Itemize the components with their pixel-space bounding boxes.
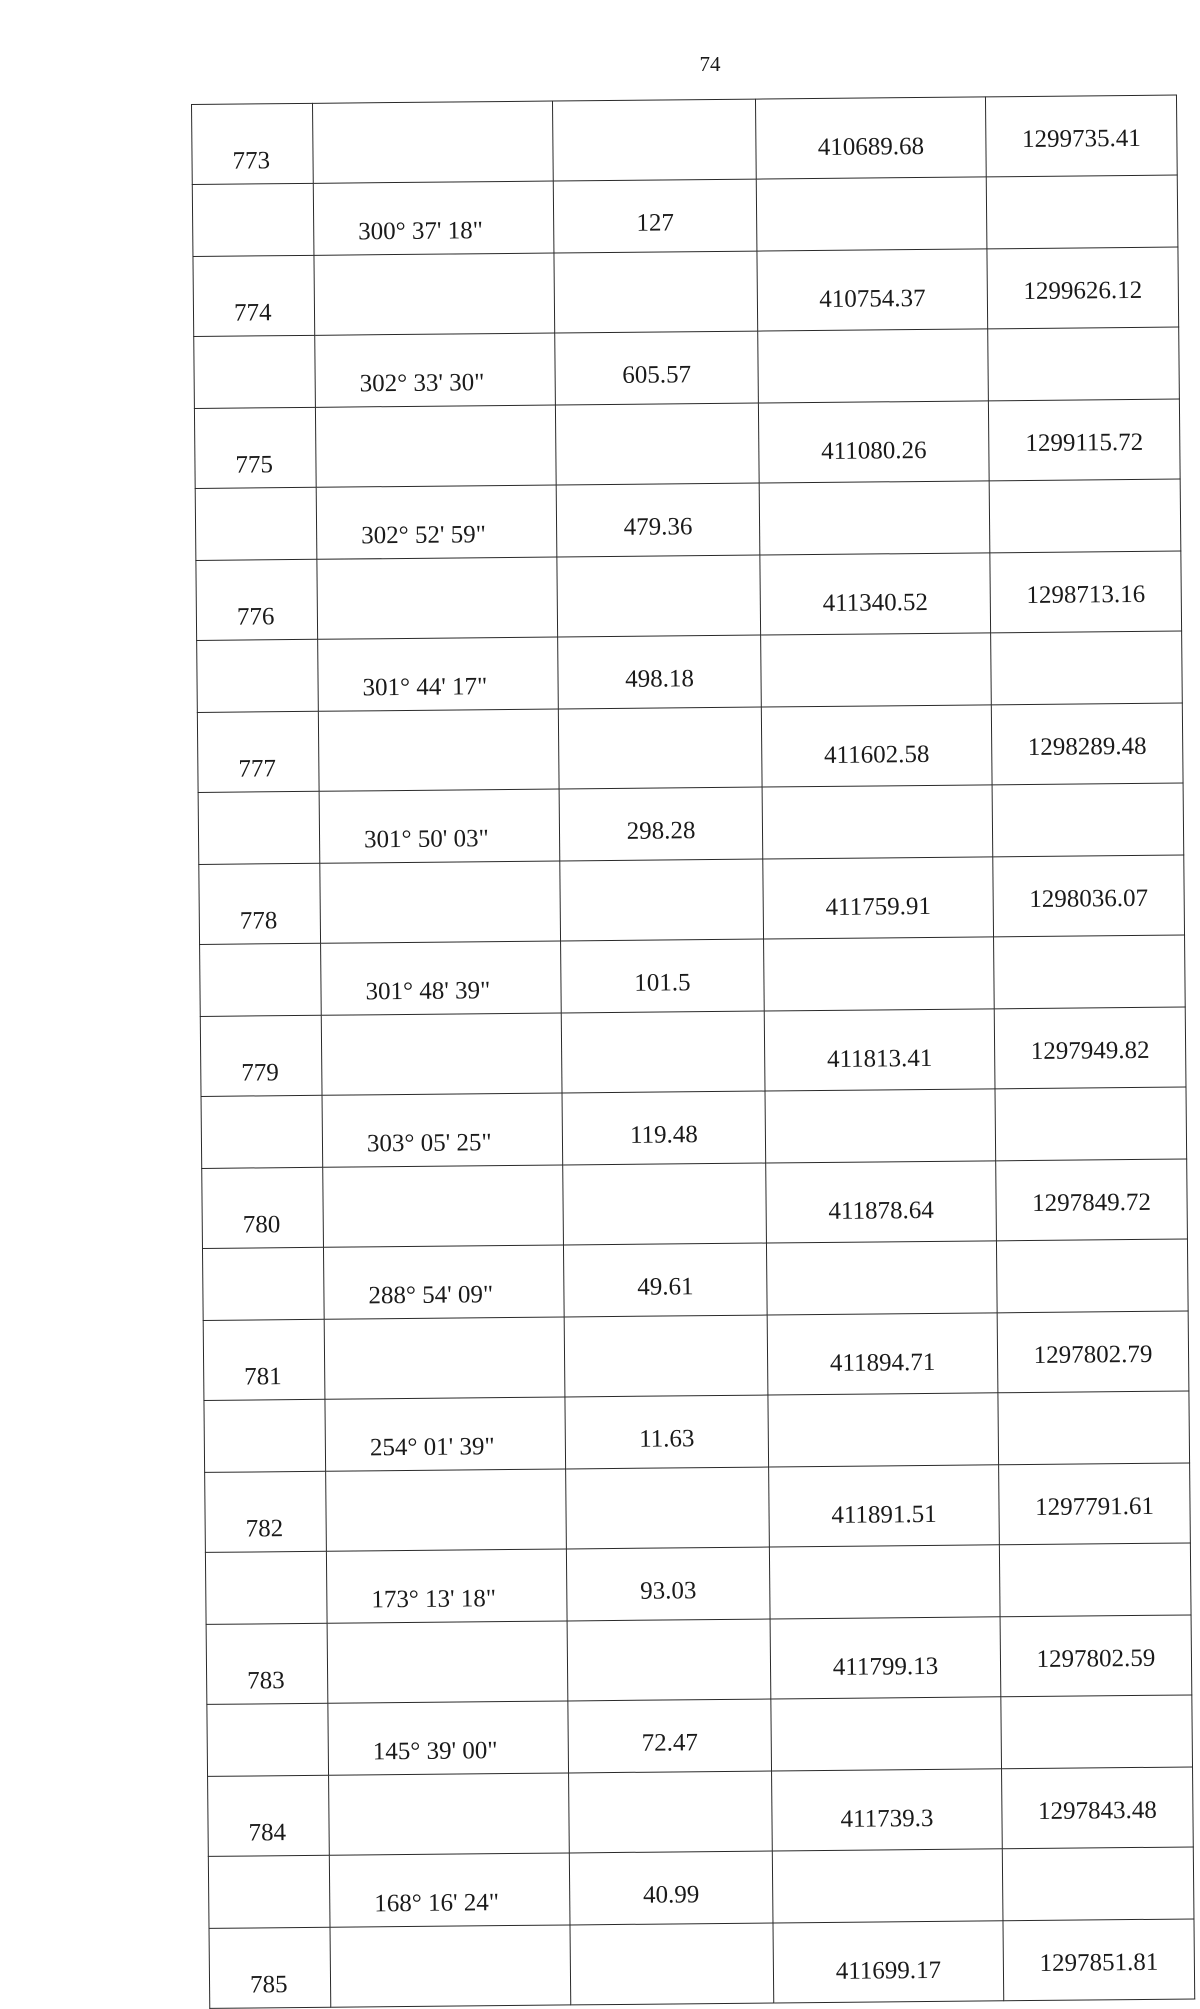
leg-row [192, 175, 1178, 256]
station-row [192, 95, 1178, 184]
easting-cell [761, 633, 992, 707]
northing-cell: 1297851.81 [1003, 1919, 1195, 2001]
bearing-cell [314, 253, 555, 335]
bearing-cell [312, 101, 553, 183]
bearing-cell: 288° 54' 09" [323, 1245, 564, 1319]
easting-cell [769, 1545, 1000, 1619]
station-row [193, 247, 1179, 336]
easting-cell [764, 937, 995, 1011]
distance-cell: 498.18 [558, 635, 762, 709]
northing-cell: 1297802.59 [1000, 1615, 1192, 1697]
easting-cell [766, 1241, 997, 1315]
station-number-cell: 775 [194, 407, 316, 488]
bearing-cell [323, 1165, 564, 1247]
leg-row [194, 327, 1180, 408]
northing-cell [1002, 1847, 1194, 1921]
northing-cell: 1297949.82 [994, 1007, 1186, 1089]
bearing-cell: 303° 05' 25" [322, 1093, 563, 1167]
distance-cell: 479.36 [556, 483, 760, 557]
distance-cell: 11.63 [565, 1395, 769, 1469]
easting-cell [771, 1697, 1002, 1771]
leg-row [207, 1695, 1193, 1776]
bearing-cell [327, 1621, 568, 1703]
easting-cell [772, 1849, 1003, 1923]
station-number-cell: 783 [206, 1623, 328, 1704]
easting-cell: 411602.58 [761, 705, 992, 787]
northing-cell: 1297849.72 [996, 1159, 1188, 1241]
easting-cell: 411799.13 [770, 1617, 1001, 1699]
bearing-cell: 145° 39' 00" [328, 1701, 569, 1775]
station-row [197, 703, 1183, 792]
distance-cell: 72.47 [568, 1699, 772, 1773]
bearing-cell: 301° 50' 03" [319, 789, 560, 863]
distance-cell [554, 251, 758, 333]
page-number: 74 [699, 52, 721, 76]
leg-row [208, 1847, 1194, 1928]
easting-cell: 411699.17 [773, 1921, 1004, 2003]
northing-cell [996, 1239, 1188, 1313]
bearing-cell [329, 1773, 570, 1855]
distance-cell [566, 1467, 770, 1549]
easting-cell: 411894.71 [767, 1313, 998, 1395]
distance-cell [552, 99, 756, 181]
northing-cell [991, 631, 1183, 705]
northing-cell: 1297843.48 [1002, 1767, 1194, 1849]
easting-cell [768, 1393, 999, 1467]
distance-cell [557, 555, 761, 637]
northing-cell [995, 1087, 1187, 1161]
northing-cell [998, 1391, 1190, 1465]
northing-cell: 1299115.72 [988, 399, 1180, 481]
bearing-cell [324, 1317, 565, 1399]
northing-cell [992, 783, 1184, 857]
bearing-cell [321, 1013, 562, 1095]
northing-cell: 1298713.16 [990, 551, 1182, 633]
distance-cell [570, 1923, 774, 2005]
bearing-cell: 254° 01' 39" [325, 1397, 566, 1471]
leg-row [195, 479, 1181, 560]
northing-cell: 1299626.12 [987, 247, 1179, 329]
station-number-cell: 774 [193, 255, 315, 336]
easting-cell [765, 1089, 996, 1163]
northing-cell [994, 935, 1186, 1009]
easting-cell [758, 329, 989, 403]
station-number-cell [192, 183, 314, 256]
easting-cell [759, 481, 990, 555]
bearing-cell: 301° 48' 39" [321, 941, 562, 1015]
easting-cell: 411759.91 [763, 857, 994, 939]
northing-cell [988, 327, 1180, 401]
leg-row [200, 935, 1186, 1016]
easting-cell: 411891.51 [769, 1465, 1000, 1547]
station-number-cell [208, 1855, 330, 1928]
station-number-cell: 782 [205, 1471, 327, 1552]
station-number-cell [202, 1247, 324, 1320]
bearing-cell [330, 1925, 571, 2007]
leg-row [205, 1543, 1191, 1624]
bearing-cell: 302° 52' 59" [316, 485, 557, 559]
distance-cell: 49.61 [563, 1243, 767, 1317]
bearing-cell [320, 861, 561, 943]
northing-cell: 1298289.48 [991, 703, 1183, 785]
table-body [192, 95, 1195, 2008]
bearing-cell: 300° 37' 18" [313, 181, 554, 255]
distance-cell [560, 859, 764, 941]
station-row [206, 1615, 1192, 1704]
easting-cell: 411739.3 [772, 1769, 1003, 1851]
station-number-cell: 778 [199, 863, 321, 944]
northing-cell [999, 1543, 1191, 1617]
distance-cell: 101.5 [561, 939, 765, 1013]
station-number-cell: 779 [200, 1015, 322, 1096]
station-row [205, 1463, 1191, 1552]
station-number-cell: 776 [196, 559, 318, 640]
distance-cell: 119.48 [562, 1091, 766, 1165]
station-number-cell [201, 1095, 323, 1168]
distance-cell [569, 1771, 773, 1853]
station-row [200, 1007, 1186, 1096]
leg-row [198, 783, 1184, 864]
distance-cell: 40.99 [569, 1851, 773, 1925]
station-row [209, 1919, 1195, 2008]
easting-cell: 411340.52 [760, 553, 991, 635]
station-number-cell [194, 335, 316, 408]
easting-cell: 411080.26 [758, 401, 989, 483]
distance-cell: 127 [553, 179, 757, 253]
station-number-cell [195, 487, 317, 560]
northing-cell: 1299735.41 [985, 95, 1177, 177]
distance-cell [561, 1011, 765, 1093]
leg-row [197, 631, 1183, 712]
station-row [194, 399, 1180, 488]
easting-cell: 411813.41 [764, 1009, 995, 1091]
station-row [196, 551, 1182, 640]
easting-cell [756, 177, 987, 251]
easting-cell [762, 785, 993, 859]
station-number-cell [198, 791, 320, 864]
easting-cell: 411878.64 [766, 1161, 997, 1243]
station-number-cell [205, 1551, 327, 1624]
distance-cell [563, 1163, 767, 1245]
distance-cell: 298.28 [559, 787, 763, 861]
leg-row [202, 1239, 1188, 1320]
station-number-cell [207, 1703, 329, 1776]
bearing-cell [317, 557, 558, 639]
leg-row [204, 1391, 1190, 1472]
survey-coordinates-table [191, 95, 1195, 2009]
station-row [202, 1159, 1188, 1248]
station-number-cell [197, 639, 319, 712]
bearing-cell [315, 405, 556, 487]
station-number-cell: 773 [192, 103, 314, 184]
leg-row [201, 1087, 1187, 1168]
bearing-cell: 168° 16' 24" [329, 1853, 570, 1927]
station-number-cell [200, 943, 322, 1016]
bearing-cell: 302° 33' 30" [315, 333, 556, 407]
distance-cell: 605.57 [555, 331, 759, 405]
station-number-cell [204, 1399, 326, 1472]
distance-cell [567, 1619, 771, 1701]
station-number-cell: 785 [209, 1927, 331, 2008]
station-row [208, 1767, 1194, 1856]
distance-cell: 93.03 [566, 1547, 770, 1621]
station-number-cell: 781 [203, 1319, 325, 1400]
bearing-cell [326, 1469, 567, 1551]
northing-cell: 1297791.61 [999, 1463, 1191, 1545]
easting-cell: 410689.68 [755, 97, 986, 179]
northing-cell: 1297802.79 [997, 1311, 1189, 1393]
bearing-cell: 173° 13' 18" [326, 1549, 567, 1623]
northing-cell [1001, 1695, 1193, 1769]
station-row [203, 1311, 1189, 1400]
distance-cell [558, 707, 762, 789]
northing-cell: 1298036.07 [993, 855, 1185, 937]
station-number-cell: 780 [202, 1167, 324, 1248]
station-number-cell: 777 [197, 711, 319, 792]
bearing-cell [318, 709, 559, 791]
easting-cell: 410754.37 [757, 249, 988, 331]
northing-cell [989, 479, 1181, 553]
distance-cell [555, 403, 759, 485]
distance-cell [564, 1315, 768, 1397]
northing-cell [986, 175, 1178, 249]
station-row [199, 855, 1185, 944]
station-number-cell: 784 [208, 1775, 330, 1856]
bearing-cell: 301° 44' 17" [318, 637, 559, 711]
